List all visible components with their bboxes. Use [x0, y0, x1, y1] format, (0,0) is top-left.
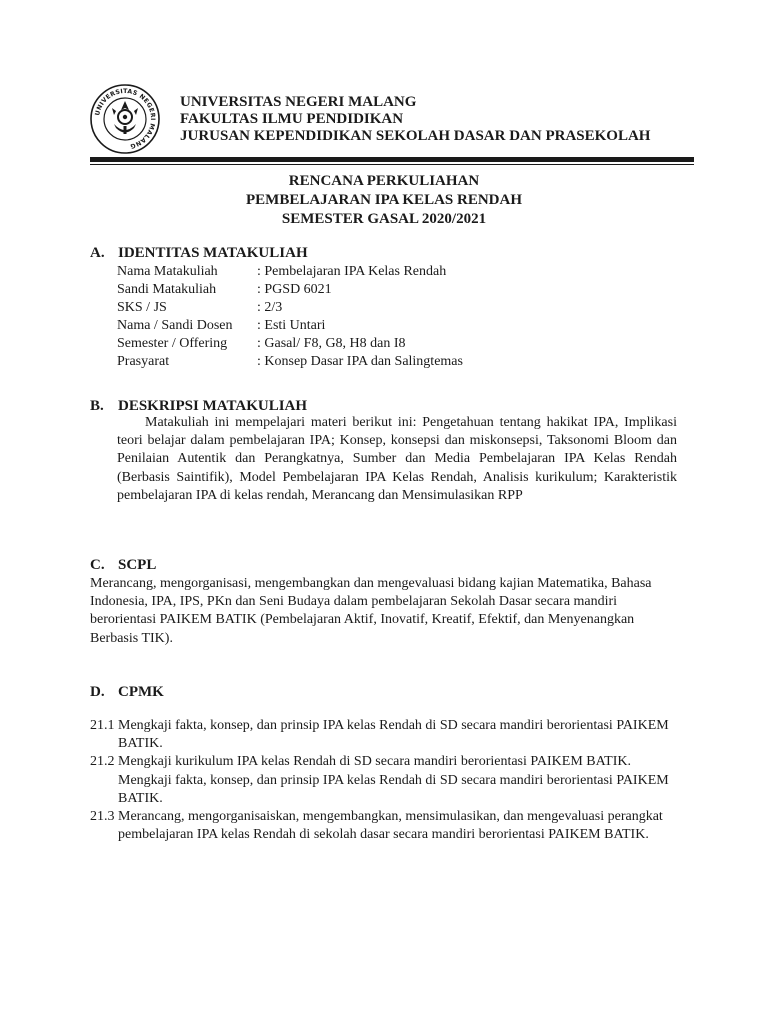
- identity-label: Semester / Offering: [117, 336, 228, 351]
- identity-value: : Konsep Dasar IPA dan Salingtemas: [257, 353, 463, 371]
- cpmk-text: Mengkaji fakta, konsep, dan prinsip IPA kelas Rendah di SD secara mandiri berorientasi PAIKEM BATIK.: [118, 718, 669, 752]
- identity-value: : 2/3: [257, 299, 282, 317]
- identity-label: Nama / Sandi Dosen: [117, 318, 233, 333]
- identity-value: : Esti Untari: [257, 317, 325, 335]
- identity-value: : Gasal/ F8, G8, H8 dan I8: [257, 335, 406, 353]
- svg-text:UNIVERSITAS NEGERI MALANG: UNIVERSITAS NEGERI MALANG: [94, 87, 157, 150]
- identity-table: [117, 263, 463, 371]
- section-b-title: DESKRIPSI MATAKULIAH: [118, 398, 308, 414]
- cpmk-text: Mengkaji kurikulum IPA kelas Rendah di SD secara mandiri berorientasi PAIKEM BATIK. Mengkaji fakta, konsep, dan prinsip IPA kelas Rendah di SD secara mandiri berorientasi PAIKEM BATIK.: [118, 754, 669, 806]
- identity-row: [117, 281, 463, 299]
- title-line-2: PEMBELAJARAN IPA KELAS RENDAH: [246, 192, 522, 208]
- section-c-letter: C.: [90, 557, 105, 573]
- identity-row: [117, 335, 463, 353]
- section-b-letter: B.: [90, 398, 104, 414]
- title-line-3: SEMESTER GASAL 2020/2021: [281, 211, 487, 227]
- cpmk-code: 21.1: [90, 718, 115, 733]
- identity-row: [117, 263, 463, 281]
- cpmk-item: [90, 808, 680, 844]
- identity-label: Nama Matakuliah: [117, 264, 218, 279]
- section-c-heading: [90, 556, 156, 575]
- title-line-1: RENCANA PERKULIAHAN: [288, 173, 480, 189]
- cpmk-item: [90, 717, 680, 753]
- cpmk-code: 21.2: [90, 754, 115, 770]
- section-d-title: CPMK: [118, 684, 164, 700]
- cpmk-list: [90, 717, 680, 844]
- identity-row: [117, 299, 463, 317]
- section-d-heading: [90, 683, 164, 702]
- faculty-name: FAKULTAS ILMU PENDIDIKAN: [180, 111, 404, 127]
- cpmk-item: [90, 753, 680, 808]
- identity-row: [117, 317, 463, 335]
- university-seal-logo: [90, 84, 160, 154]
- header-divider-thin: [90, 164, 694, 165]
- section-a-letter: A.: [90, 245, 105, 261]
- identity-value: : PGSD 6021: [257, 281, 332, 299]
- section-c-title: SCPL: [118, 557, 157, 573]
- course-description: Matakuliah ini mempelajari materi berikut ini: Pengetahuan tentang hakikat IPA, Implikasi teori belajar dalam pembelajaran IPA; Konsep, konsepsi dan miskonsepsi, Taksonomi Bloom dan Penilaian Autentik dan Perangkatnya, Sumber dan Media Pembelajaran IPA Kelas Rendah (Berbasis Saintifik), Model Pembelajaran IPA Kelas Rendah, Analisis kurikulum; Karakteristik pembelajaran IPA di kelas rendah, Merancang dan Mensimulasikan RPP: [117, 415, 677, 503]
- scpl-text: Merancang, mengorganisasi, mengembangkan dan mengevaluasi bidang kajian Matematika, Bahasa Indonesia, IPA, IPS, PKn dan Seni Budaya dalam pembelajaran Sekolah Dasar secara mandiri berorientasi PAIKEM BATIK (Pembelajaran Aktif, Inovatif, Kreatif, Efektif, dan Menyenangkan Berbasis TIK).: [90, 576, 652, 646]
- section-a-title: IDENTITAS MATAKULIAH: [118, 245, 308, 261]
- section-d-letter: D.: [90, 684, 105, 700]
- identity-row: [117, 353, 463, 371]
- section-a-heading: [90, 244, 308, 263]
- header-divider-thick: [90, 157, 694, 162]
- document-title: [90, 172, 678, 229]
- identity-label: Prasyarat: [117, 354, 170, 369]
- university-name: UNIVERSITAS NEGERI MALANG: [180, 94, 417, 110]
- department-name: JURUSAN KEPENDIDIKAN SEKOLAH DASAR DAN PRASEKOLAH: [180, 128, 651, 144]
- identity-value: : Pembelajaran IPA Kelas Rendah: [257, 263, 446, 281]
- institution-header: [180, 94, 650, 145]
- cpmk-text: Merancang, mengorganisaiskan, mengembangkan, mensimulasikan, dan mengevaluasi perangkat pembelajaran IPA kelas Rendah di sekolah dasar secara mandiri berorientasi PAIKEM BATIK.: [118, 809, 663, 843]
- identity-label: SKS / JS: [117, 300, 167, 315]
- identity-label: Sandi Matakuliah: [117, 282, 217, 297]
- cpmk-code: 21.3: [90, 809, 115, 825]
